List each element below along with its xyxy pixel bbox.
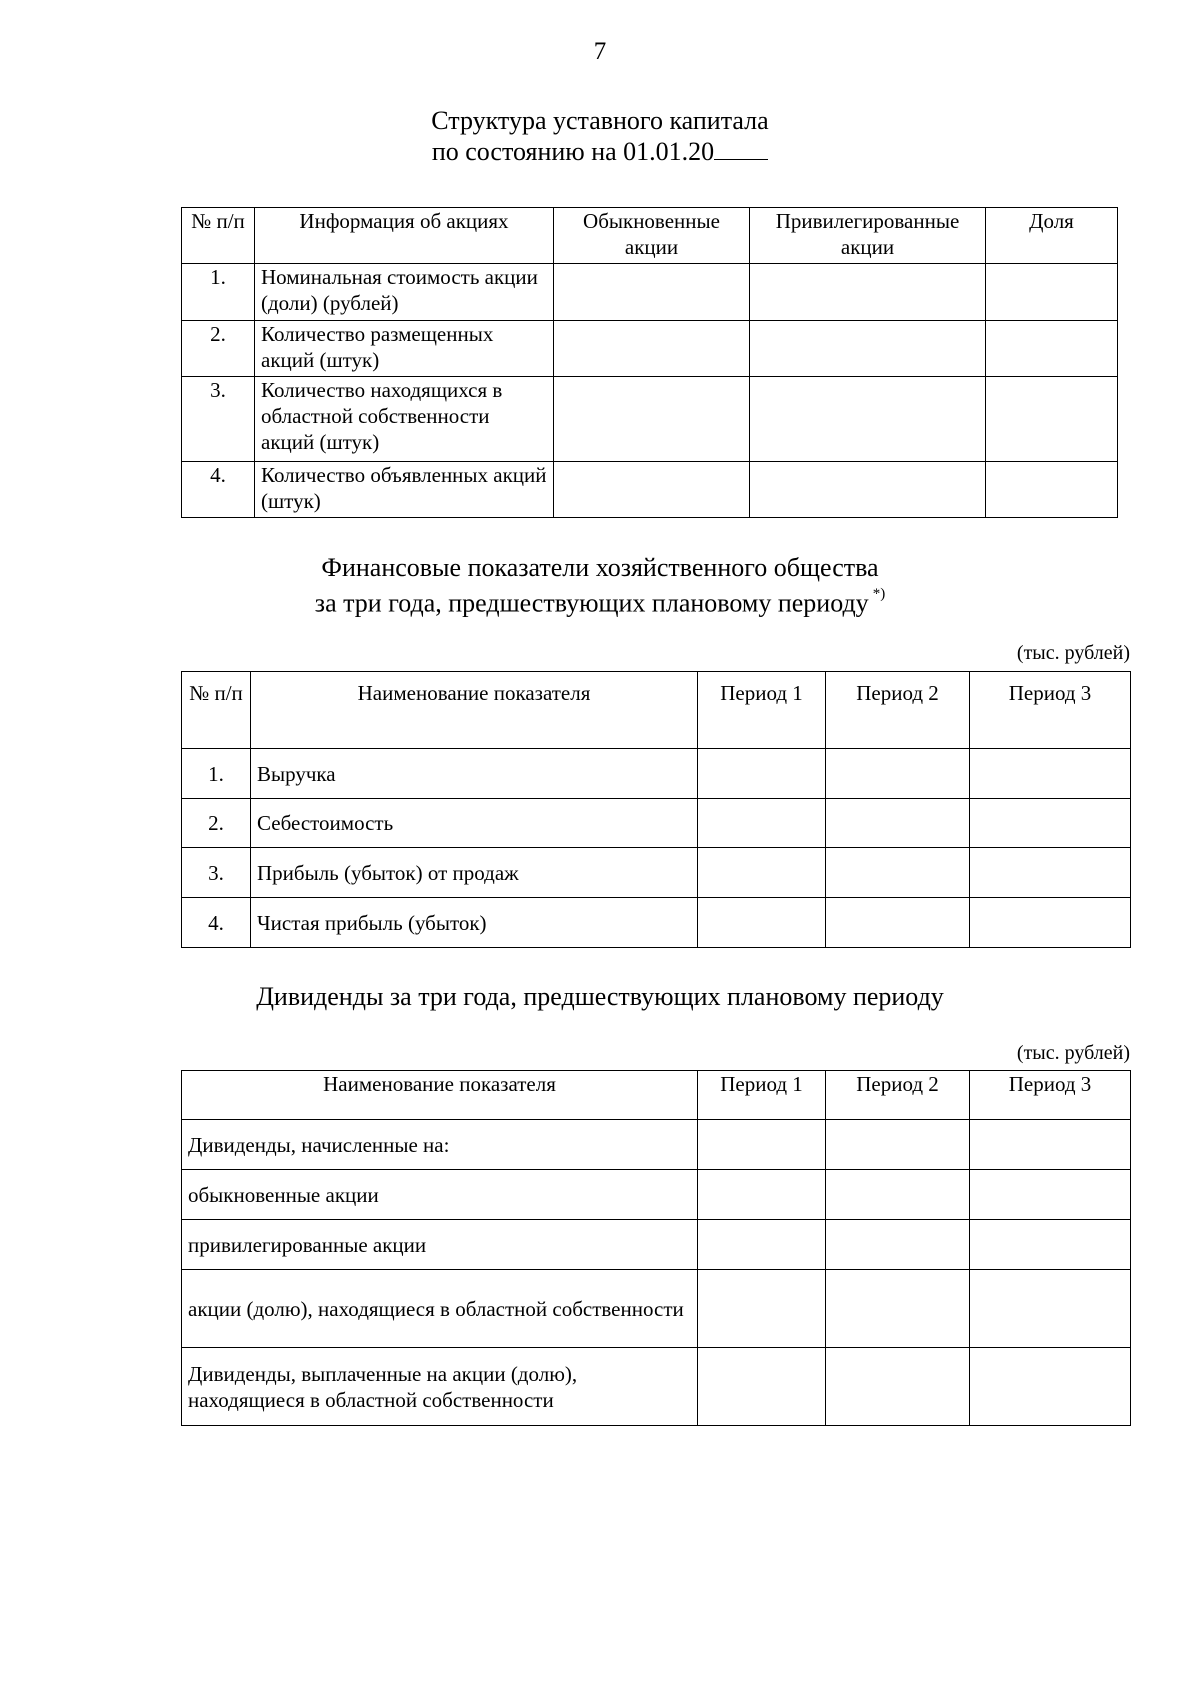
table3-header-period1: Период 1 xyxy=(698,1071,826,1120)
capital-structure-table xyxy=(181,207,1118,518)
empty-cell xyxy=(698,799,826,848)
empty-cell xyxy=(826,1220,970,1270)
section1-title xyxy=(0,105,1200,167)
empty-cell xyxy=(698,1220,826,1270)
table2-header-period2: Период 2 xyxy=(826,672,970,749)
empty-cell xyxy=(698,898,826,948)
row-number: 3. xyxy=(182,848,251,898)
row-number: 3. xyxy=(182,377,255,462)
empty-cell xyxy=(970,1348,1131,1426)
empty-cell xyxy=(826,1348,970,1426)
empty-cell xyxy=(698,1270,826,1348)
empty-cell xyxy=(698,1120,826,1170)
row-label: Выручка xyxy=(251,749,698,799)
row-label: Прибыль (убыток) от продаж xyxy=(251,848,698,898)
table-row xyxy=(182,1270,1131,1348)
empty-cell xyxy=(554,321,750,377)
empty-cell xyxy=(970,749,1131,799)
table-row xyxy=(182,1348,1131,1426)
dividends-table xyxy=(181,1070,1131,1426)
empty-cell xyxy=(698,1348,826,1426)
table-row xyxy=(182,799,1131,848)
row-label: Чистая прибыль (убыток) xyxy=(251,898,698,948)
section1-title-line1: Структура уставного капитала xyxy=(431,106,769,135)
row-number: 4. xyxy=(182,898,251,948)
date-blank-line xyxy=(714,137,768,160)
table-row xyxy=(182,1220,1131,1270)
table3-header-period3: Период 3 xyxy=(970,1071,1131,1120)
row-label: Себестоимость xyxy=(251,799,698,848)
empty-cell xyxy=(750,264,986,321)
empty-cell xyxy=(698,848,826,898)
empty-cell xyxy=(554,377,750,462)
row-label: Дивиденды, выплаченные на акции (долю), находящиеся в областной собственности xyxy=(182,1348,698,1426)
row-number: 4. xyxy=(182,462,255,518)
table-row xyxy=(182,848,1131,898)
empty-cell xyxy=(750,462,986,518)
footnote-mark: *) xyxy=(872,586,886,602)
table1-header-num: № п/п xyxy=(182,208,255,264)
table-row xyxy=(182,898,1131,948)
row-number: 2. xyxy=(182,799,251,848)
empty-cell xyxy=(698,749,826,799)
table3-header-name: Наименование показателя xyxy=(182,1071,698,1120)
section2-title xyxy=(0,552,1200,619)
section2-title-line1: Финансовые показатели хозяйственного общества xyxy=(321,553,879,582)
units-label: (тыс. рублей) xyxy=(1016,1042,1130,1064)
row-label: Дивиденды, начисленные на: xyxy=(182,1120,698,1170)
empty-cell xyxy=(970,848,1131,898)
empty-cell xyxy=(826,799,970,848)
section3-title: Дивиденды за три года, предшествующих плановому периоду xyxy=(256,982,944,1011)
empty-cell xyxy=(986,321,1118,377)
table-row xyxy=(182,321,1118,377)
empty-cell xyxy=(970,1120,1131,1170)
table1-header-preferred: Привилегированные акции xyxy=(750,208,986,264)
row-label: Количество находящихся в областной собственности акций (штук) xyxy=(255,377,554,462)
units-label: (тыс. рублей) xyxy=(1016,642,1130,664)
empty-cell xyxy=(698,1170,826,1220)
empty-cell xyxy=(826,1170,970,1220)
empty-cell xyxy=(986,264,1118,321)
empty-cell xyxy=(970,1270,1131,1348)
row-label: Количество размещенных акций (штук) xyxy=(255,321,554,377)
row-number: 1. xyxy=(182,264,255,321)
row-label: обыкновенные акции xyxy=(182,1170,698,1220)
empty-cell xyxy=(826,1120,970,1170)
table2-header-period3: Период 3 xyxy=(970,672,1131,749)
row-label: Номинальная стоимость акции (доли) (рублей) xyxy=(255,264,554,321)
page-number: 7 xyxy=(593,38,607,65)
empty-cell xyxy=(986,377,1118,462)
row-label: акции (долю), находящиеся в областной собственности xyxy=(182,1270,698,1348)
table-row xyxy=(182,377,1118,462)
table1-header-share: Доля xyxy=(986,208,1118,264)
table3-header-period2: Период 2 xyxy=(826,1071,970,1120)
table2-header-name: Наименование показателя xyxy=(251,672,698,749)
empty-cell xyxy=(750,321,986,377)
empty-cell xyxy=(826,749,970,799)
table-row xyxy=(182,462,1118,518)
empty-cell xyxy=(826,898,970,948)
row-number: 1. xyxy=(182,749,251,799)
table1-header-ordinary: Обыкновенные акции xyxy=(554,208,750,264)
empty-cell xyxy=(826,848,970,898)
empty-cell xyxy=(986,462,1118,518)
row-label: Количество объявленных акций (штук) xyxy=(255,462,554,518)
table-row xyxy=(182,749,1131,799)
table-row xyxy=(182,1120,1131,1170)
row-number: 2. xyxy=(182,321,255,377)
empty-cell xyxy=(970,1220,1131,1270)
table-row xyxy=(182,1170,1131,1220)
empty-cell xyxy=(970,898,1131,948)
table-row xyxy=(182,264,1118,321)
table2-header-num: № п/п xyxy=(182,672,251,749)
table2-header-period1: Период 1 xyxy=(698,672,826,749)
empty-cell xyxy=(554,264,750,321)
empty-cell xyxy=(826,1270,970,1348)
empty-cell xyxy=(750,377,986,462)
table1-header-info: Информация об акциях xyxy=(255,208,554,264)
empty-cell xyxy=(970,799,1131,848)
row-label: привилегированные акции xyxy=(182,1220,698,1270)
section1-title-line2: по состоянию на 01.01.20 xyxy=(0,136,1200,167)
empty-cell xyxy=(970,1170,1131,1220)
financial-indicators-table xyxy=(181,671,1131,948)
empty-cell xyxy=(554,462,750,518)
section2-title-line2: за три года, предшествующих плановому периоду *) xyxy=(314,586,886,618)
